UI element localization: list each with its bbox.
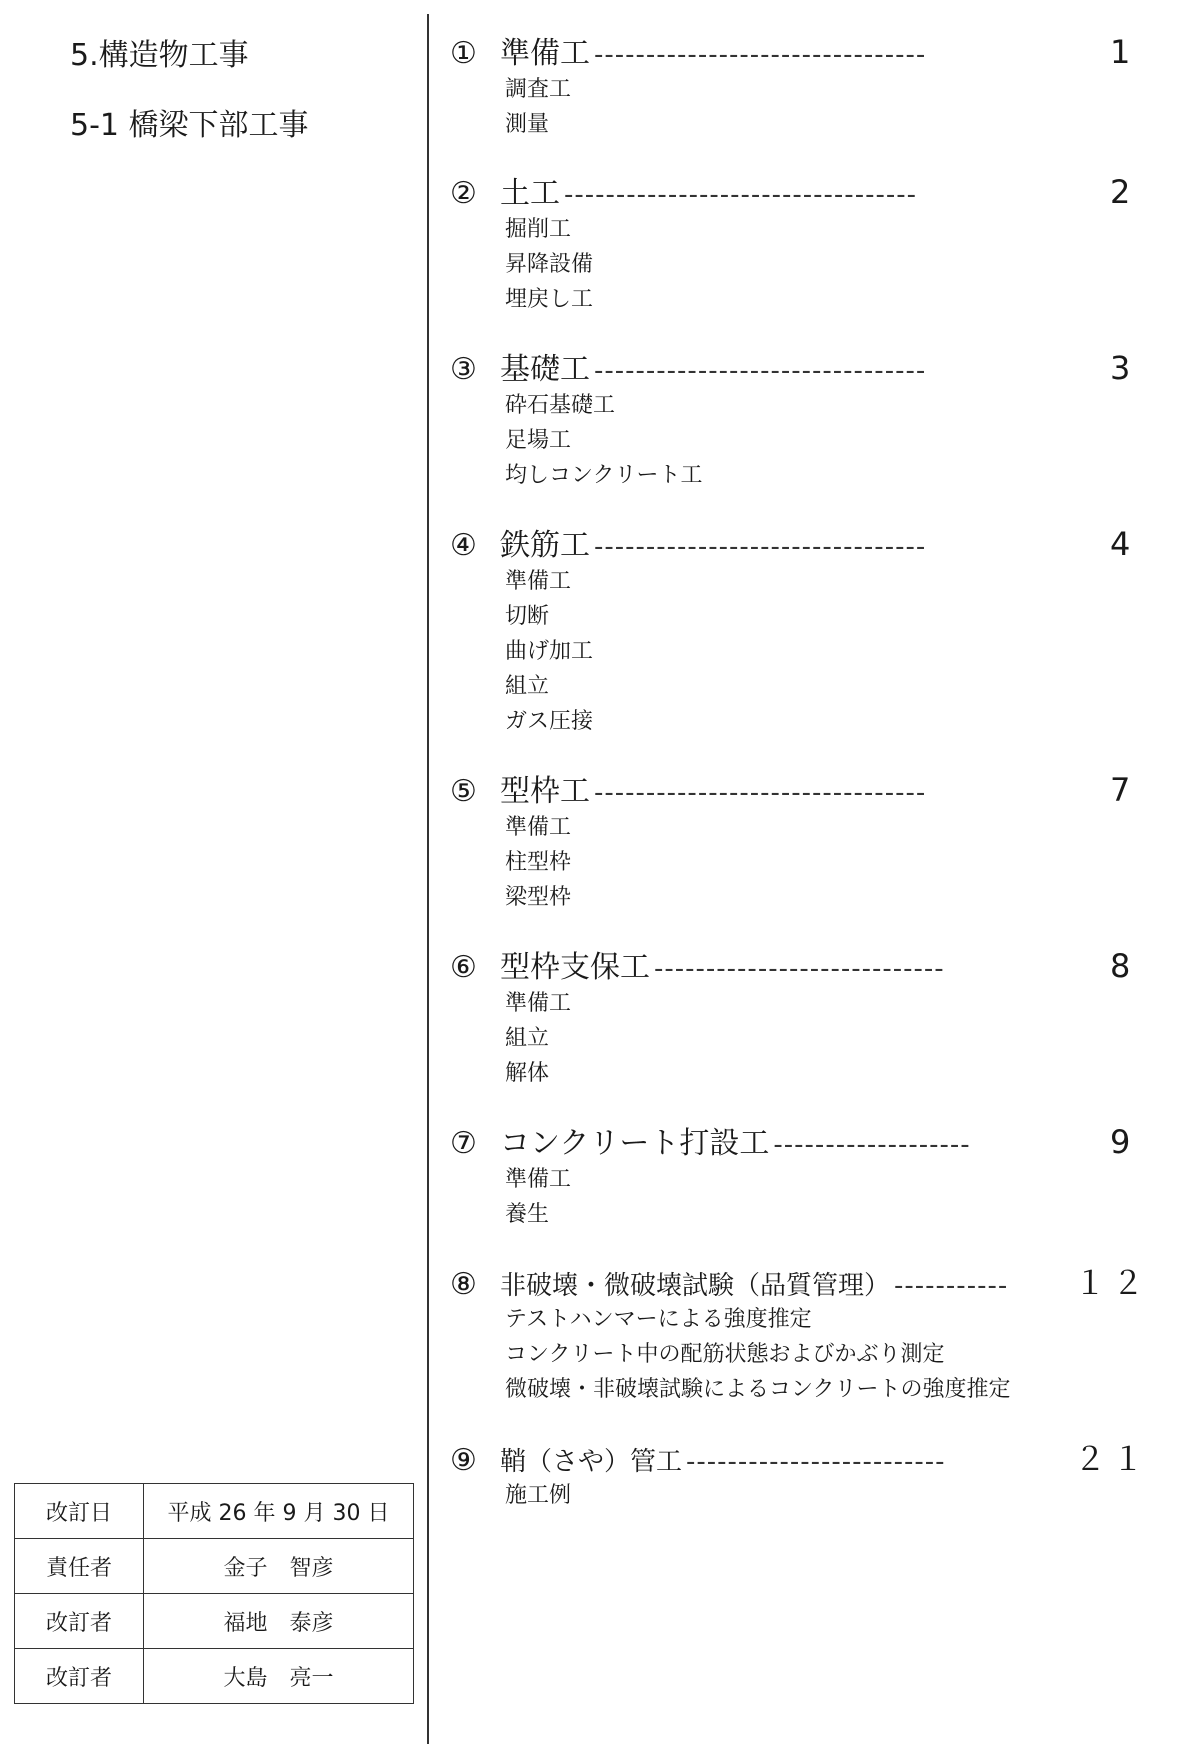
subsection-item: 昇降設備 [505, 252, 594, 277]
section-heading: 非破壊・微破壊試験（品質管理） [500, 1271, 891, 1301]
leader-dashes: -------------------------------- [594, 532, 927, 562]
section-number: ② [450, 176, 477, 211]
subsection-item: 組立 [505, 674, 550, 699]
leader-dashes: -------------------------------- [594, 778, 927, 808]
subsection-item: 埋戻し工 [505, 287, 594, 312]
leader-dashes: ---------------------------------- [564, 180, 917, 210]
table-row [15, 1484, 414, 1539]
toc-section-6 [450, 942, 1150, 1091]
subsection-item: 組立 [505, 1026, 550, 1051]
section-heading: 鞘（さや）管工 [500, 1447, 683, 1477]
subsection-item: 柱型枠 [505, 850, 572, 875]
subsection-item: 微破壊・非破壊試験によるコンクリートの強度推定 [505, 1377, 1011, 1402]
subsection-item: 梁型枠 [505, 885, 572, 910]
section-number: ① [450, 36, 477, 71]
revision-label: 改訂者 [15, 1649, 144, 1704]
toc-section-9 [450, 1434, 1150, 1513]
section-heading: 準備工 [500, 36, 590, 71]
toc-section-5 [450, 766, 1150, 915]
subsection-item: コンクリート中の配筋状態およびかぶり測定 [505, 1342, 945, 1367]
section-heading: 型枠支保工 [500, 950, 650, 985]
revision-label: 改訂日 [15, 1484, 144, 1539]
subsection-item: 準備工 [505, 569, 572, 594]
toc-section-4 [450, 520, 1150, 739]
leader-dashes: ------------------- [773, 1130, 971, 1160]
toc-section-1 [450, 28, 1150, 142]
subsection-item: 測量 [505, 112, 550, 137]
table-row [15, 1539, 414, 1594]
toc-section-7 [450, 1118, 1150, 1232]
subsection-item: 切断 [505, 604, 550, 629]
page-number: ２１ [1073, 1440, 1150, 1478]
page-number: 4 [1110, 525, 1137, 563]
subsection-item: ガス圧接 [505, 709, 594, 734]
section-heading: 鉄筋工 [500, 528, 590, 563]
section-title: 5-1 橋梁下部工事 [70, 108, 309, 143]
vertical-divider [427, 14, 429, 1744]
leader-dashes: -------------------------------- [594, 40, 927, 70]
page-number: 8 [1110, 947, 1137, 985]
section-number: ③ [450, 352, 477, 387]
subsection-item: テストハンマーによる強度推定 [505, 1307, 812, 1332]
subsection-item: 均しコンクリート工 [505, 463, 703, 488]
subsection-item: 砕石基礎工 [505, 393, 616, 418]
subsection-item: 掘削工 [505, 217, 572, 242]
page-number: 7 [1110, 771, 1137, 809]
chapter-title: 5.構造物工事 [70, 38, 249, 73]
page-number: 3 [1110, 349, 1137, 387]
toc-section-8 [450, 1258, 1150, 1407]
table-row [15, 1649, 414, 1704]
subsection-item: 準備工 [505, 815, 572, 840]
revision-value: 平成 26 年 9 月 30 日 [144, 1484, 414, 1539]
subsection-item: 曲げ加工 [505, 639, 594, 664]
section-number: ⑥ [450, 950, 477, 985]
subsection-item: 施工例 [505, 1483, 572, 1508]
revision-label: 改訂者 [15, 1594, 144, 1649]
page-number: １２ [1073, 1264, 1150, 1302]
subsection-item: 解体 [505, 1061, 550, 1086]
subsection-item: 養生 [505, 1202, 550, 1227]
subsection-item: 準備工 [505, 991, 572, 1016]
section-number: ⑤ [450, 774, 477, 809]
subsection-item: 足場工 [505, 428, 572, 453]
leader-dashes: -------------------------------- [594, 356, 927, 386]
leader-dashes: ----------- [894, 1271, 1009, 1301]
page-number: 1 [1110, 33, 1137, 71]
toc-section-3 [450, 344, 1150, 493]
revision-label: 責任者 [15, 1539, 144, 1594]
section-heading: 基礎工 [500, 352, 590, 387]
page-number: 2 [1110, 173, 1137, 211]
section-number: ⑧ [450, 1267, 477, 1302]
revision-value: 金子 智彦 [144, 1539, 414, 1594]
page-number: 9 [1110, 1123, 1137, 1161]
section-number: ⑦ [450, 1126, 477, 1161]
section-heading: 型枠工 [500, 774, 590, 809]
revision-value: 福地 泰彦 [144, 1594, 414, 1649]
subsection-item: 調査工 [505, 77, 572, 102]
table-row [15, 1594, 414, 1649]
revision-value: 大島 亮一 [144, 1649, 414, 1704]
section-number: ⑨ [450, 1443, 477, 1478]
leader-dashes: ---------------------------- [654, 954, 945, 984]
subsection-item: 準備工 [505, 1167, 572, 1192]
toc-section-2 [450, 168, 1150, 317]
section-heading: コンクリート打設工 [500, 1126, 770, 1161]
revision-table [14, 1483, 414, 1704]
section-heading: 土工 [500, 176, 560, 211]
leader-dashes: ------------------------- [686, 1447, 946, 1477]
section-number: ④ [450, 528, 477, 563]
